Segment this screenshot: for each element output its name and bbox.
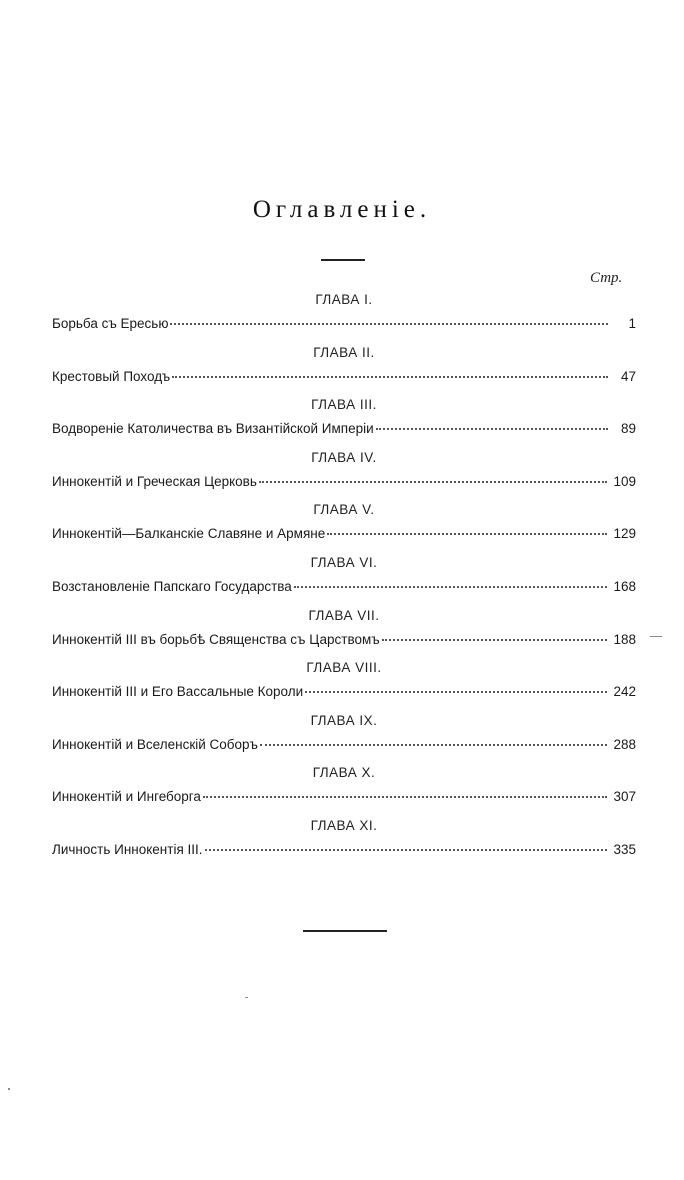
entry-title: Крестовый Походъ xyxy=(52,368,171,384)
toc-entry[interactable] xyxy=(52,632,636,647)
dot-leader xyxy=(260,744,608,746)
toc-chapter xyxy=(52,818,636,871)
chapter-label: ГЛАВА V. xyxy=(313,502,375,518)
table-of-contents xyxy=(52,292,636,871)
chapter-label: ГЛАВА IX. xyxy=(310,712,378,728)
dot-leader xyxy=(205,849,608,851)
entry-page-number: 242 xyxy=(613,684,636,700)
chapter-label: ГЛАВА X. xyxy=(312,765,376,781)
toc-entry[interactable] xyxy=(52,842,636,857)
toc-chapter xyxy=(52,345,636,398)
entry-page-number: 129 xyxy=(613,526,636,542)
chapter-label: ГЛАВА VII. xyxy=(308,607,380,623)
dot-leader xyxy=(376,428,608,430)
chapter-label: ГЛАВА XI. xyxy=(310,817,378,833)
entry-title: Водвореніе Католичества въ Византійской Имперіи xyxy=(52,421,374,437)
entry-page-number: 188 xyxy=(613,631,636,647)
toc-entry[interactable] xyxy=(52,789,636,804)
chapter-label: ГЛАВА II. xyxy=(313,344,375,360)
entry-page-number: 335 xyxy=(613,841,636,857)
toc-chapter xyxy=(52,765,636,818)
chapter-label: ГЛАВА VIII. xyxy=(306,660,382,676)
toc-chapter xyxy=(52,292,636,345)
entry-page-number: 1 xyxy=(628,316,636,331)
toc-chapter xyxy=(52,713,636,766)
entry-title: Иннокентій и Ингеборга xyxy=(52,789,201,805)
toc-entry[interactable] xyxy=(52,579,636,594)
toc-chapter xyxy=(52,608,636,661)
page-column-label: Стр. xyxy=(590,270,623,286)
entry-page-number: 168 xyxy=(613,578,636,594)
paper-speck xyxy=(245,997,248,998)
entry-page-number: 109 xyxy=(613,473,636,489)
end-divider xyxy=(303,930,387,932)
entry-page-number: 47 xyxy=(620,368,636,384)
dot-leader xyxy=(172,376,608,378)
chapter-label: ГЛАВА IV. xyxy=(311,449,377,465)
paper-speck xyxy=(650,636,662,637)
entry-title: Борьба съ Ересью xyxy=(52,316,169,331)
entry-title: Иннокентій и Греческая Церковь xyxy=(52,473,257,489)
chapter-label: ГЛАВА III. xyxy=(311,397,377,413)
toc-chapter xyxy=(52,450,636,503)
dot-leader xyxy=(327,533,607,535)
dot-leader xyxy=(170,323,608,325)
entry-title: Возстановленіе Папскаго Государства xyxy=(52,578,292,594)
toc-entry[interactable] xyxy=(52,526,636,541)
toc-chapter xyxy=(52,555,636,608)
dot-leader xyxy=(294,586,608,588)
entry-page-number: 89 xyxy=(620,421,636,437)
title-divider xyxy=(321,259,365,261)
toc-chapter xyxy=(52,502,636,555)
dot-leader xyxy=(305,691,607,693)
dot-leader xyxy=(203,796,608,798)
entry-title: Личность Иннокентія III. xyxy=(52,841,203,857)
toc-entry[interactable] xyxy=(52,737,636,752)
paper-speck xyxy=(8,1088,10,1090)
toc-chapter xyxy=(52,397,636,450)
page-title: Оглавленіе. xyxy=(252,196,432,223)
toc-entry[interactable] xyxy=(52,369,636,384)
dot-leader xyxy=(259,481,608,483)
entry-page-number: 307 xyxy=(613,789,636,805)
toc-chapter xyxy=(52,660,636,713)
entry-title: Иннокентій III въ борьбѣ Священства съ Царствомъ xyxy=(52,631,380,647)
entry-page-number: 288 xyxy=(613,736,636,752)
entry-title: Иннокентій—Балканскіе Славяне и Армяне xyxy=(52,526,326,542)
toc-entry[interactable] xyxy=(52,316,636,331)
entry-title: Иннокентій III и Его Вассальные Короли xyxy=(52,684,304,700)
entry-title: Иннокентій и Вселенскій Соборъ xyxy=(52,736,258,752)
dot-leader xyxy=(382,639,608,641)
toc-entry[interactable] xyxy=(52,474,636,489)
toc-entry[interactable] xyxy=(52,684,636,699)
chapter-label: ГЛАВА I. xyxy=(315,292,373,307)
toc-entry[interactable] xyxy=(52,421,636,436)
chapter-label: ГЛАВА VI. xyxy=(310,554,378,570)
